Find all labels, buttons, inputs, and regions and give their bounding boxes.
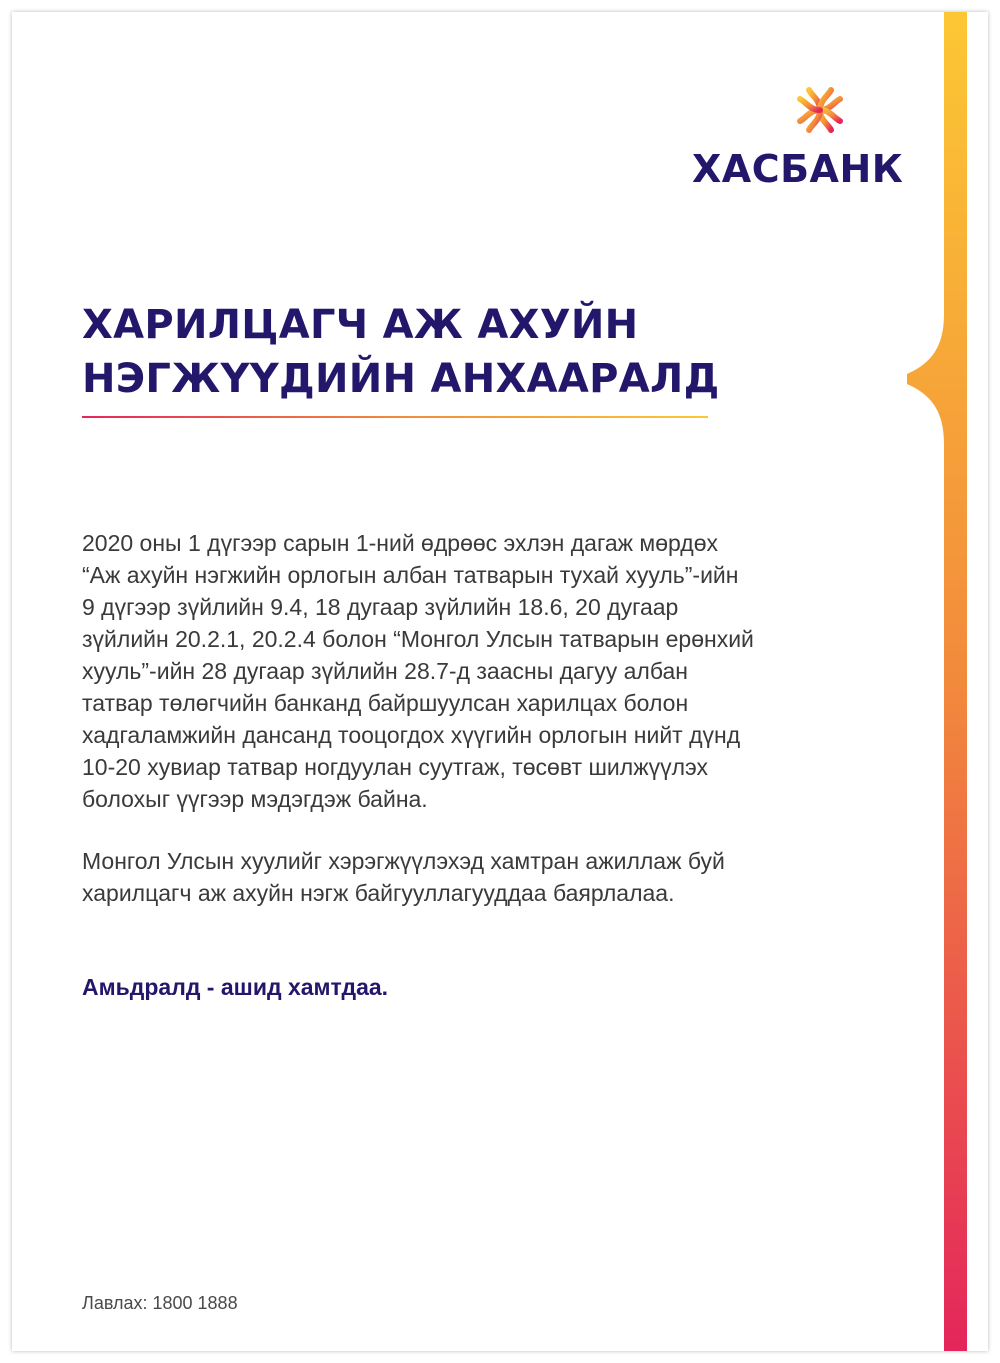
notice-paragraph-1: 2020 оны 1 дүгээр сарын 1-ний өдрөөс эхлэн дагаж мөрдөх “Аж ахуйн нэгжийн орлогын албан татварын тухай хууль”-ийн 9 дүгээр зүйлийн 9.4, 18 дугаар зүйлийн 18.6, 20 дугаар зүйлийн 20.2.1, 20.2.4 болон “Монгол Улсын татварын ерөнхий хууль”-ийн 28 дугаар зүйлийн 28.7-д заасны дагуу албан татвар төлөгчийн банканд байршуулсан харилцах болон хадгаламжийн дансанд тооцогдох хүүгийн орлогын нийт дүнд 10-20 хувиар татвар ногдуулан суутгаж, төсөвт шилжүүлэх болохыг үүгээр мэдэгдэж байна. — [82, 530, 754, 812]
notice-sheet — [12, 12, 988, 1351]
brand-slogan: Амьдралд - ашид хамтдаа. — [82, 974, 389, 1000]
brand-wordmark: ХАСБАНК — [692, 147, 904, 191]
notice-body — [82, 527, 902, 909]
notice-paragraph-2: Монгол Улсын хуулийг хэрэгжүүлэхэд хамтран ажиллаж буй харилцагч аж ахуйн нэгж байгууллагууддаа баярлалаа. — [82, 848, 725, 906]
title-underline — [82, 416, 708, 418]
notice-title — [82, 298, 720, 406]
khan-bank-flower-icon — [792, 82, 848, 138]
notice-title-line-2: НЭГЖҮҮДИЙН АНХААРАЛД — [82, 356, 720, 402]
notice-title-line-1: ХАРИЛЦАГЧ АЖ АХУЙН — [82, 302, 639, 348]
brand-logo — [692, 82, 904, 192]
contact-phone: Лавлах: 1800 1888 — [82, 1293, 238, 1313]
